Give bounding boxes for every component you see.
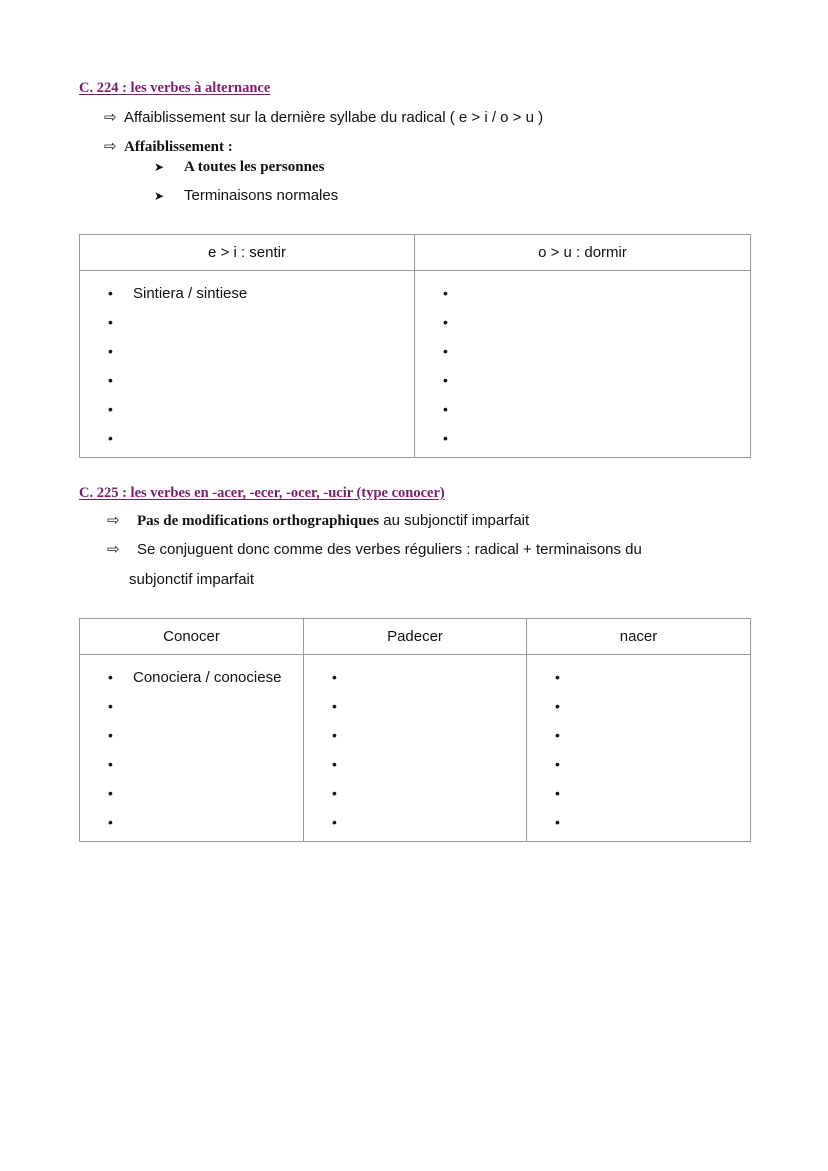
table-header: Conocer [80,619,304,655]
arrow-right-icon: ⇨ [107,512,120,529]
bullet-text: Terminaisons normales [184,187,339,204]
table-cell [80,271,415,458]
list-item [304,750,526,779]
table-header: e > i : sentir [80,235,415,271]
intro-line [104,108,543,128]
rule-line-2 [107,540,642,560]
list-item [80,808,303,837]
rule-bold-text: Pas de modifications orthographiques [137,513,380,529]
list-item [527,663,750,692]
rule-text: au subjonctif imparfait [379,512,530,529]
table-cell [415,271,751,458]
list-item [415,279,750,308]
list-item [80,779,303,808]
list-item [527,779,750,808]
list-item [304,779,526,808]
section-heading-224: C. 224 : les verbes à alternance [79,80,271,96]
conjugation-table-225 [79,618,751,842]
list-item [80,337,414,366]
list-item [527,808,750,837]
list-item [80,395,414,424]
list-item [80,692,303,721]
chevron-right-icon: ➤ [154,189,165,203]
arrow-right-icon: ⇨ [104,138,117,155]
conjugation-table-224 [79,234,751,458]
list-item [80,308,414,337]
list-item [80,721,303,750]
list-item [415,395,750,424]
table-header: o > u : dormir [415,235,751,271]
chevron-right-icon: ➤ [154,160,165,174]
rule-text: Se conjuguent donc comme des verbes réguliers : radical + terminaisons du [137,541,642,558]
list-item: • Conociera / conociese [80,663,303,692]
table-cell [304,655,527,842]
list-item: • Sintiera / sintiese [80,279,414,308]
list-item [415,337,750,366]
table-cell [527,655,751,842]
list-item [415,366,750,395]
table-header: nacer [527,619,751,655]
list-item [304,663,526,692]
list-item [80,424,414,453]
arrow-right-icon: ⇨ [107,541,120,558]
list-item [415,424,750,453]
list-item [527,692,750,721]
section-heading-225: C. 225 : les verbes en -acer, -ecer, -ocer, -ucir (type conocer) [79,485,445,501]
list-item [304,692,526,721]
list-item [304,808,526,837]
rule-line-1 [107,511,529,531]
subheading-line [104,137,233,157]
subheading-text: Affaiblissement : [124,139,233,155]
list-item [80,366,414,395]
list-item [80,750,303,779]
list-item [415,308,750,337]
table-cell [80,655,304,842]
list-item [527,750,750,779]
rule-line-3 [129,570,254,590]
list-item [304,721,526,750]
arrow-right-icon: ⇨ [104,109,117,126]
rule-text: subjonctif imparfait [129,571,255,588]
list-item [527,721,750,750]
bullet-text: A toutes les personnes [184,159,325,175]
table-header: Padecer [304,619,527,655]
bullet-line [154,186,338,206]
intro-text: Affaiblissement sur la dernière syllabe du radical ( e > i / o > u ) [124,109,544,126]
bullet-line [154,157,324,177]
